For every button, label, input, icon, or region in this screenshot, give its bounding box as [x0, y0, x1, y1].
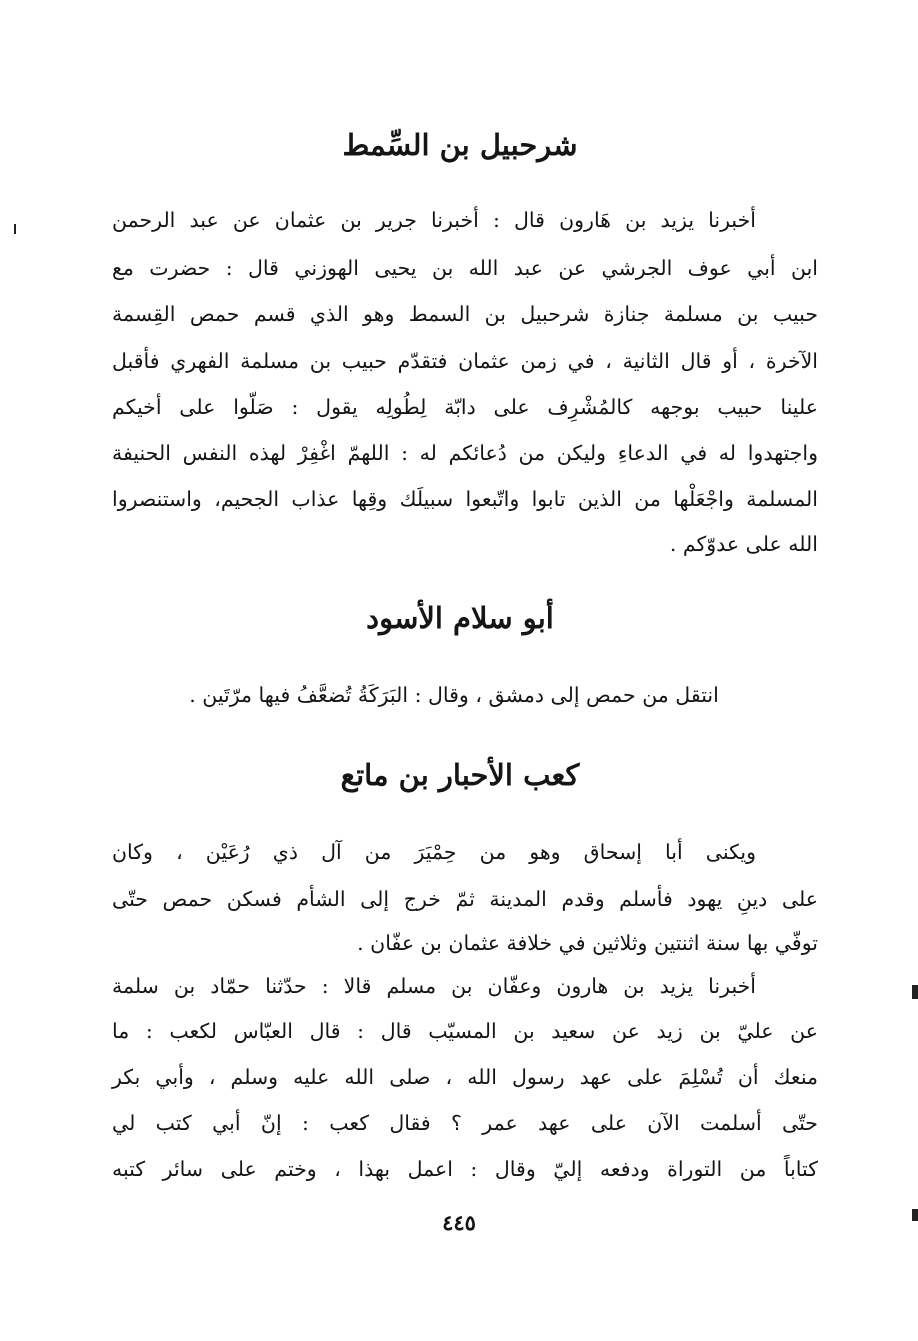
text-line: الله على عدوّكم . — [669, 532, 818, 556]
text-line: المسلمة واجْعَلْها من الذين تابوا واتّبعوا سبيلَك وقِها عذاب الجحيم، واستنصروا — [112, 487, 818, 511]
text-line: أخبرنا يزيد بن هَارون قال : أخبرنا جرير بن عثمان عن عبد الرحمن — [112, 208, 756, 232]
page-number: ٤٤٥ — [442, 1210, 476, 1235]
text-line: كتاباً من التوراة ودفعه إليّ وقال : اعمل بهذا ، وختم على سائر كتبه — [112, 1157, 818, 1181]
text-line: انتقل من حمص إلى دمشق ، وقال : البَرَكَةُ تُضعَّفُ فيها مرّتَين . — [189, 683, 719, 707]
text-line: ابن أبي عوف الجرشي عن عبد الله بن يحيى الهوزني قال : حضرت مع — [112, 256, 818, 280]
scan-edge-mark — [912, 1209, 918, 1221]
text-line: الآخرة ، أو قال الثانية ، في زمن عثمان فتقدّم حبيب بن مسلمة الفهري فأقبل — [112, 349, 818, 373]
text-line: على دينِ يهود فأسلم وقدم المدينة ثمّ خرج إلى الشأم فسكن حمص حتّى — [112, 887, 818, 911]
section-title-abu-salam: أبو سلام الأسود — [366, 601, 554, 635]
scan-edge-mark — [912, 985, 918, 999]
text-line: واجتهدوا له في الدعاءِ وليكن من دُعائكم له : اللهمّ اغْفِرْ لهذه النفس الحنيفة — [112, 441, 818, 465]
text-line: توفّي بها سنة اثنتين وثلاثين في خلافة عثمان بن عفّان . — [357, 931, 818, 955]
text-line: عن عليّ بن زيد عن سعيد بن المسيّب قال : قال العبّاس لكعب : ما — [112, 1019, 818, 1043]
text-line: حتّى أسلمت الآن على عهد عمر ؟ فقال كعب : إنّ أبي كتب لي — [112, 1111, 818, 1135]
scan-speck — [14, 224, 16, 234]
section-title-kaab: كعب الأحبار بن ماتع — [340, 758, 580, 792]
text-line: ويكنى أبا إسحاق وهو من حِمْيَرَ من آل ذي رُعَيْن ، وكان — [112, 840, 756, 864]
section-title-shurahbil: شرحبيل بن السِّمط — [342, 128, 578, 162]
text-line: منعك أن تُسْلِمَ على عهد رسول الله ، صلى الله عليه وسلم ، وأبي بكر — [112, 1065, 818, 1089]
text-line: أخبرنا يزيد بن هارون وعفّان بن مسلم قالا : حدّثنا حمّاد بن سلمة — [112, 974, 756, 998]
text-line: علينا حبيب بوجهه كالمُشْرِف على دابّة لِطُولِه يقول : صَلّوا على أخيكم — [112, 395, 818, 419]
text-line: حبيب بن مسلمة جنازة شرحبيل بن السمط وهو الذي قسم حمص القِسمة — [112, 302, 818, 326]
